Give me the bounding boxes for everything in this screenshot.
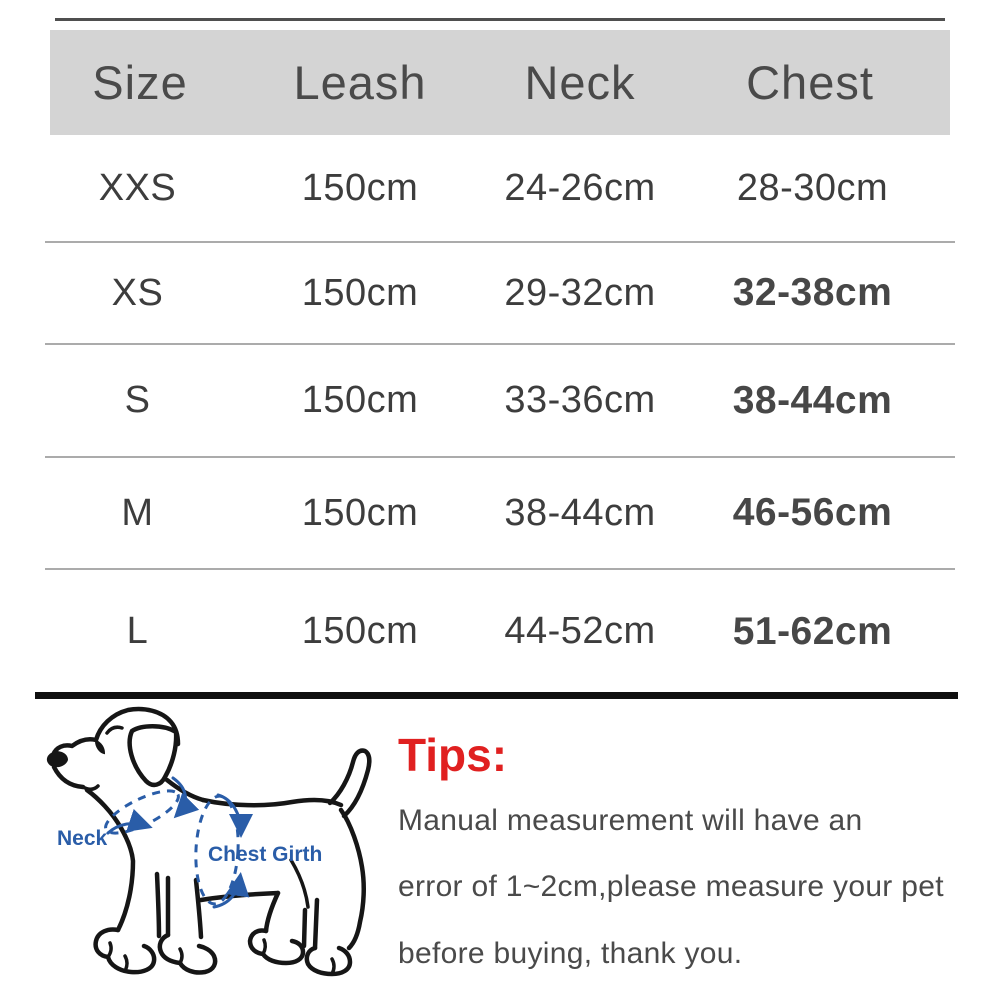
leash-value: 150cm (301, 379, 419, 421)
table-row (45, 135, 955, 243)
chest-girth-label: Chest Girth (208, 843, 323, 866)
neck-value: 24-26cm (504, 166, 656, 209)
table-bottom-border (35, 692, 958, 699)
table-top-border (55, 18, 945, 21)
chest-value: 38-44cm (732, 378, 893, 422)
tips-line: Manual measurement will have an (398, 804, 863, 837)
neck-label: Neck (57, 827, 108, 850)
size-value: XS (111, 271, 164, 314)
tips-line: before buying, thank you. (398, 937, 743, 970)
size-value: M (121, 491, 154, 534)
dog-nose (47, 751, 68, 767)
leash-value: 150cm (301, 166, 419, 209)
leash-value: 150cm (301, 271, 419, 314)
dog-eye (96, 741, 104, 753)
table-row (45, 570, 955, 693)
chest-bottom-arrow (214, 878, 240, 907)
chest-value: 46-56cm (732, 491, 893, 534)
leash-value: 150cm (301, 610, 419, 652)
table-row (45, 458, 955, 570)
size-value: XXS (98, 166, 177, 209)
size-value: L (126, 610, 149, 652)
column-header-size: Size (92, 56, 188, 109)
size-table-header (50, 30, 950, 135)
size-table-body (45, 135, 955, 693)
tips-heading: Tips: (398, 729, 508, 781)
table-row (45, 243, 955, 345)
dog-measurement-diagram (20, 700, 400, 1000)
column-header-leash: Leash (293, 56, 427, 109)
chest-value: 32-38cm (732, 271, 893, 314)
tips-line: error of 1~2cm,please measure your pet (398, 870, 944, 903)
neck-value: 29-32cm (504, 271, 656, 314)
table-row (45, 345, 955, 458)
column-header-neck: Neck (524, 56, 636, 109)
neck-value: 33-36cm (504, 379, 656, 421)
neck-value: 38-44cm (504, 491, 656, 534)
leash-value: 150cm (301, 491, 419, 534)
column-header-chest: Chest (746, 56, 874, 109)
chest-value: 51-62cm (732, 609, 893, 653)
chest-value: 28-30cm (736, 166, 889, 209)
chest-top-arrow (218, 795, 241, 832)
neck-value: 44-52cm (504, 610, 656, 652)
size-value: S (124, 379, 151, 421)
